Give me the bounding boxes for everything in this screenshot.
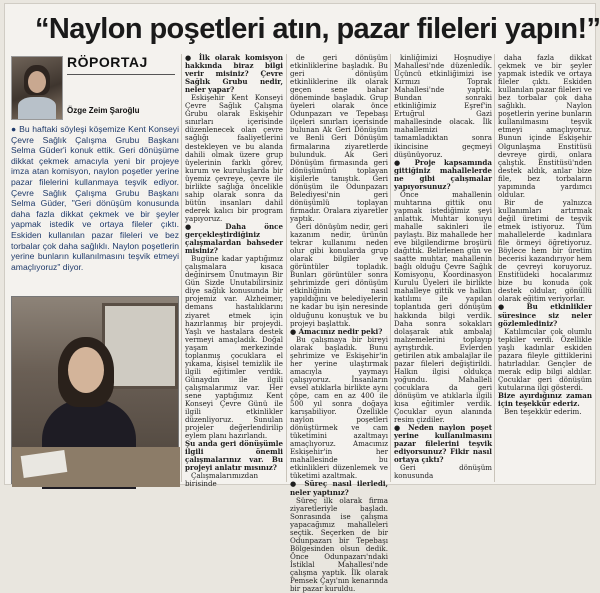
interview-answer: Eskişehir Kent Konseyi Çevre Sağlık Çalışma Grubu olarak Eskişehir sınırları içerisinde düzenlenecek olan çevre sağlığı faaliyetlerini destekleyen ve bu alanda dahili olmak üzere grup üyelerinin farklı görev, kurum ve kuruluşlarda bir üyemiz çevreye, çevre ile birlikte sağlığa öncelikle sahip olarak sonra da bütün insanları dahil ederek kalıcı bir program yapıyoruz. (185, 93, 283, 223)
interview-answer: Katılımcılar çok olumlu tepkiler verdi. Özellikle yaşlı kadınlar eskiden pazara fileyle gittiklerini hatırladılar. Gençler de merak edip bilgi aldılar. Çocuklar geri dönüşüm kutularına ilgi gösterdi. (498, 326, 592, 392)
interview-question: ● Daha önce gerçekleştirdiğiniz çalışmalardan bahseder misiniz? (185, 221, 283, 256)
column-divider (494, 54, 495, 482)
interview-answer: Önce mahallenin muhtarına gittik onu yapmak istediğimiz şeyi anlattık. Muhtar konuyu mahalle sakinleri ile paylaştı. Biz mahallede her eve bilgilendirme broşürü dağıttık. Belirlenen gün ve saatte muhtar, mahallenin bağlı olduğu Çevre Sağlık Komisyonu, Koordinasyon Kurulu Üyeleri ile birlikte mahalleye gittik ve halkın katılımı ile yapılan toplantıda geri dönüşüm hakkında bilgi verdik. Daha sonra sokakları dolaşarak atık ambalaj malzemelerini toplayıp ayrıştırdık. Evlerden getirilen atık ambalajlar ile pazar fileleri değiştirildi. Halkın ilgisi oldukça yoğundu. Mahalleli çocuklara da geri dönüşüm ve atıklarla ilgili kısa eğitimler verdik. Çocuklar oyun alanında resim çizdiler. (394, 189, 493, 425)
interview-answer: Bu çalışmaya bir bireyi olarak başladık. Bunu şehrimize ve Eskişehir'in her yerine ulaştırmak amacıyla yaymayı çalışıyoruz. İnsanların evsel atıklarla birlikte aynı çöpe, cam en az 400 ile 500 yıl sonra doğaya karışabiliyor. Özellikle naylon poşetleri dönüştürmek ve cam tüketimini azaltmayı amaçlıyoruz. Amacımız Eskişehir'in her mahallesinde bu etkinlikleri düzenlemek ve tüketimi azaltmak. (290, 334, 388, 481)
article-column-4 (498, 54, 592, 484)
article-column-1 (185, 53, 283, 489)
interview-answer: Süreç ilk olarak firma ziyaretleriyle başladı. Sonrasında ise çalışma yapacağımız mahalleleri seçtik. Seçerken de bir Odunpazarı bir Tepebaşı Bölgesinden olsun dedik. Önce Odunpazarı'ndaki İstiklal Mahallesi'nde çalışma yaptık. İlk olarak Pemsek Çayı'nın kenarında bir pazar kuruldu. (290, 495, 388, 593)
interview-answer: daha fazla dikkat çekmek ve bir şeyler yapmak istedik ve ortaya fileler çıktı. Eskiden kullanılan pazar fileleri ve bez torbalar çok daha sağlıklı. Naylon poşetlerin yerine bunların kullanılmasını teşvik etmeyi amaçlıyoruz. Bunun içinde Eskişehir Olgunlaşma Enstitüsü devreye girdi, onlara çalıştık. Enstitüsü'nden destek aldık, anlar bize file, bez torbaların yapımında yardımcı oldular. (498, 53, 592, 199)
column-divider (181, 54, 182, 482)
column-divider (390, 54, 391, 482)
interview-question: ● Proje kapsamında gittiğiniz mahallelerde ne gibi çalışmalar yapıyorsunuz? (394, 157, 492, 191)
interview-answer: Bugüne kadar yaptığımız çalışmalara kısaca değinirsem Ünutmayın Bir Gün Sizde Unutabilirsiniz diye sağlık konusunda bir projemiz var. Alzheimer, demans hastalıklarını ziyaret etmek için hazırlanmış bir projeydi. Yaşlı ve hastalara destek vermeyi amaçladık. Doğal yaşam merkezinde toplanmış çocuklara el yıkama, kişisel temizlik ile ilgili eğitimler verdik. Günaydın ile ilgili çalışmalarımız var. Her sene yaptığımız Kent Konseyi Çevre Günü ile ilgili etkinlikler düzenliyoruz. Sunulan projeler değerlendirilip eylem planı hazırlandı. (185, 254, 283, 441)
interview-answer: Geri dönüşüm konusunda (394, 463, 492, 481)
section-label: RÖPORTAJ (67, 54, 175, 75)
column-divider (286, 54, 287, 482)
author-photo (11, 56, 63, 120)
interview-answer: Ben teşekkür ederim. (504, 407, 582, 417)
interview-question: Bize ayırdığınız zaman için teşekkür ederiz. (498, 390, 592, 409)
interviewee-photo (11, 296, 179, 484)
interview-answer: Bir de yalnızca kullanımları artırmak değil üretimi de teşvik etmek istiyoruz. Tüm mahallelerde kadınlara file örmeyi öğretiyoruz. Böylece hem bir üretim becerisi kazandırıyor hem de çevreyi koruyoruz. Enstitüdeki hocalarımız bize bu konuda çok destek oldular, gönüllü olarak eğitim veriyorlar. (498, 197, 592, 304)
interview-answer: kinliğimizi Hoşnudiye Mahallesi'nde düzenledik. Üçüncü etkinliğimizi ise Kırmızı Toprak Mahallesi'nde yaptık. Bundan sonraki etkinliğimiz Eşref'in Ertuğrul Gazi mahallesinde olacak. İlk mahallemizi tamamladıktan sonra ikincisine geçmeyi düşünüyoruz. (394, 53, 492, 159)
headline: “Naylon poşetleri atın, pazar fileleri yapın!” (35, 13, 600, 45)
article-column-3 (394, 54, 492, 484)
newspaper-page (4, 3, 600, 593)
interview-question: Şu anda geri dönüşümle ilgili önemli çalışmalarınız var. Bu projeyi anlatır mısınız? (185, 439, 283, 473)
interview-answer: Geri dönüşüm nedir, geri kazanım nedir, ürünün tekrar kullanımı neden olur gibi konularda grup olarak bilgiler ve görüntüler topladık. Bunları görüntüler sonra şehrimizde geri dönüşüm etkinliğinin nasıl yapıldığını ve belediyelerin ne kadar bu işin neresinde olduğunu konuştuk ve bu projeyi başlattık. (290, 221, 388, 328)
interview-answer: Çalışmalarımızdan birisinde (185, 471, 259, 489)
interview-question: ● Neden naylon poşet yerine kullanılmasını pazar filelerini teşvik ediyorsunuz? Fikir nasıl ortaya çıktı? (394, 423, 492, 465)
interview-question: ● Süreç nasıl ilerledi, neler yaptınız? (290, 479, 388, 497)
author-name: Özge Zeim Şaroğlu (67, 106, 140, 115)
lead-paragraph: ● Bu haftaki söyleşi köşemize Kent Konseyi Çevre Sağlık Çalışma Grubu Başkanı Selma Güder'i konuk ettik. Geri dönüşüme dikkat çekmek amacıyla yeni bir projeye imza atan komisyon, naylon poşetler yerine pazar filelerini kullanmaya teşvik ediyor. Çevre Sağlık Çalışma Grubu Başkanı Selma Güder, "Geri dönüşüm konusunda daha fazla dikkat çekmek ve bir şeyler yapmak istedik ve ortaya fileler çıktı. Eskiden kullanılan pazar fileleri ve bez torbalar çok daha sağlıklı. Naylon poşetlerin yerine bunların kullanılmasını teşvik etmeyi amaçlıyoruz" diyor. (11, 124, 179, 272)
article-column-2 (290, 53, 388, 593)
interview-question: ● Bu etkinlikler süresince siz neler gözlemlediniz? (498, 302, 592, 328)
interview-question: ● Amacınız nedir peki? (290, 326, 383, 336)
interview-answer: de geri dönüşüm etkinliklerine başladık. Bu geri dönüşüm etkinliklerine ilk olarak geçen sene bahar döneminde başladık. Grup üyeleri olarak önce Odunpazarı ve Tepebaşı ilçeleri sınırları içerisinde bulunan Ak Geri Dönüşüm ve Benli Geri Dönüşüm firmalarına ziyaretlerde bulunduk. Ak Geri Dönüşüm firmasında geri dönüşümünü toplayan kişilerle tanıştık. Geri dönüşüm ile Odunpazarı Belediyesi'nin geri dönüşümlü toplayan firmadır. Oralara ziyaretler yaptık. (290, 53, 388, 223)
interview-question: ● İlk olarak komisyon hakkında biraz bilgi verir misiniz? Çevre Sağlık Grubu nedir, neler yapar? (185, 53, 283, 95)
